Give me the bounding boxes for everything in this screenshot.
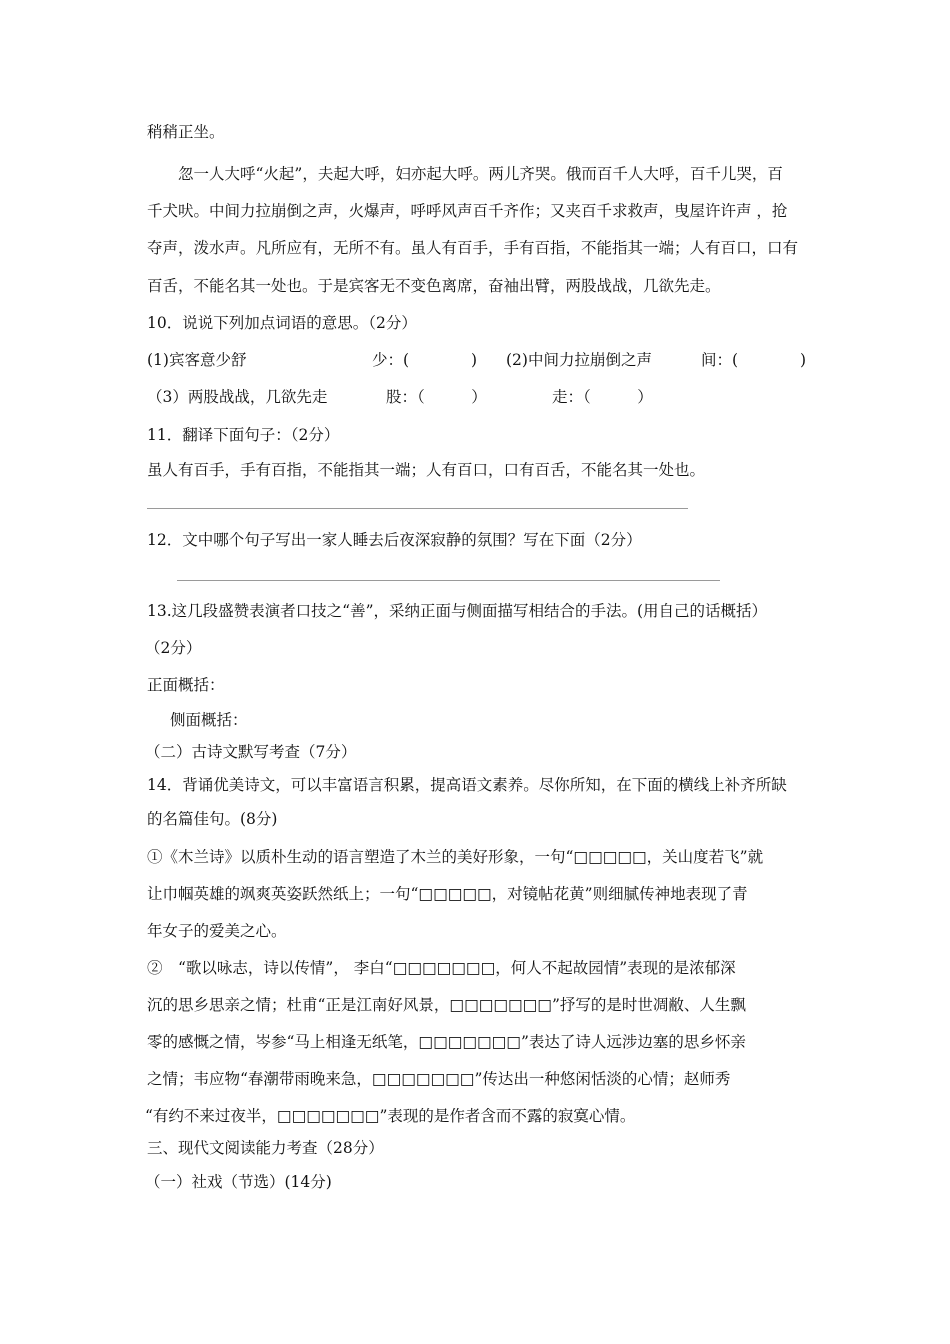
q10-item-2: (2)中间力拉崩倒之声 xyxy=(506,351,652,369)
q13-side: 侧面概括： xyxy=(170,711,248,729)
q13-score: （2分） xyxy=(145,639,202,657)
text-line: 忽一人大呼“火起”，夫起大呼，妇亦起大呼。两儿齐哭。俄而百千人大呼，百千儿哭，百 xyxy=(178,165,783,183)
question-12: 12．文中哪个句子写出一家人睡去后夜深寂静的氛围？写在下面（2分） xyxy=(147,531,642,549)
q10-answer-2: 间：( ) xyxy=(701,351,807,369)
q10-answer-4: 走：（ ） xyxy=(552,388,653,406)
answer-line xyxy=(147,508,688,509)
question-13: 13.这几段盛赞表演者口技之“善”，采纳正面与侧面描写相结合的手法。(用自己的话概括） xyxy=(147,602,768,620)
text-line: 千犬吠。中间力拉崩倒之声，火爆声，呼呼风声百千齐作；又夹百千求救声，曳屋许许声 ，抢 xyxy=(147,202,788,220)
question-10: 10．说说下列加点词语的意思。（2分） xyxy=(147,314,417,332)
question-11: 11．翻译下面句子：（2分） xyxy=(147,426,340,444)
question-14: 14．背诵优美诗文，可以丰富语言积累，提高语文素养。尽你所知，在下面的横线上补齐所缺 xyxy=(147,776,787,794)
text-line: 百舌，不能名其一处也。于是宾客无不变色离席，奋袖出臂，两股战战，几欲先走。 xyxy=(147,277,721,295)
q11-sentence: 虽人有百手，手有百指，不能指其一端；人有百口，口有百舌，不能名其一处也。 xyxy=(147,461,706,479)
text-line: “有约不来过夜半，□□□□□□□”表现的是作者含而不露的寂寞心情。 xyxy=(145,1107,636,1125)
text-line: 的名篇佳句。(8分) xyxy=(147,810,278,828)
text-line: 稍稍正坐。 xyxy=(147,123,225,141)
text-line: 之情；韦应物“春潮带雨晚来急，□□□□□□□”传达出一种悠闲恬淡的心情；赵师秀 xyxy=(147,1070,731,1088)
section-2-heading: （二）古诗文默写考查（7分） xyxy=(145,743,357,761)
text-line: ①《木兰诗》以质朴生动的语言塑造了木兰的美好形象，一句“□□□□□，关山度若飞”就 xyxy=(147,848,764,866)
text-line: 沉的思乡思亲之情；杜甫“正是江南好风景，□□□□□□□”抒写的是时世凋敝、人生飘 xyxy=(147,996,746,1014)
text-line: 年女子的爱美之心。 xyxy=(147,922,287,940)
answer-line xyxy=(177,580,720,581)
q10-answer-1: 少：( ) xyxy=(372,351,478,369)
q10-answer-3: 股：（ ） xyxy=(386,388,487,406)
section-3-heading: 三、现代文阅读能力考查（28分） xyxy=(147,1139,384,1157)
text-line: 零的感慨之情，岑参“马上相逢无纸笔，□□□□□□□”表达了诗人远涉边塞的思乡怀亲 xyxy=(147,1033,746,1051)
section-3-1-heading: （一）社戏（节选）(14分) xyxy=(145,1173,332,1191)
q13-front: 正面概括： xyxy=(147,676,225,694)
q10-item-1: (1)宾客意少舒 xyxy=(147,351,247,369)
text-line: ② “歌以咏志，诗以传情”， 李白“□□□□□□□，何人不起故园情”表现的是浓郁深 xyxy=(147,959,736,977)
q10-item-3: （3）两股战战，几欲先走 xyxy=(147,388,328,406)
text-line: 让巾帼英雄的飒爽英姿跃然纸上；一句“□□□□□，对镜帖花黄”则细腻传神地表现了青 xyxy=(147,885,748,903)
text-line: 夺声，泼水声。凡所应有，无所不有。虽人有百手，手有百指，不能指其一端；人有百口，口有 xyxy=(147,239,799,257)
